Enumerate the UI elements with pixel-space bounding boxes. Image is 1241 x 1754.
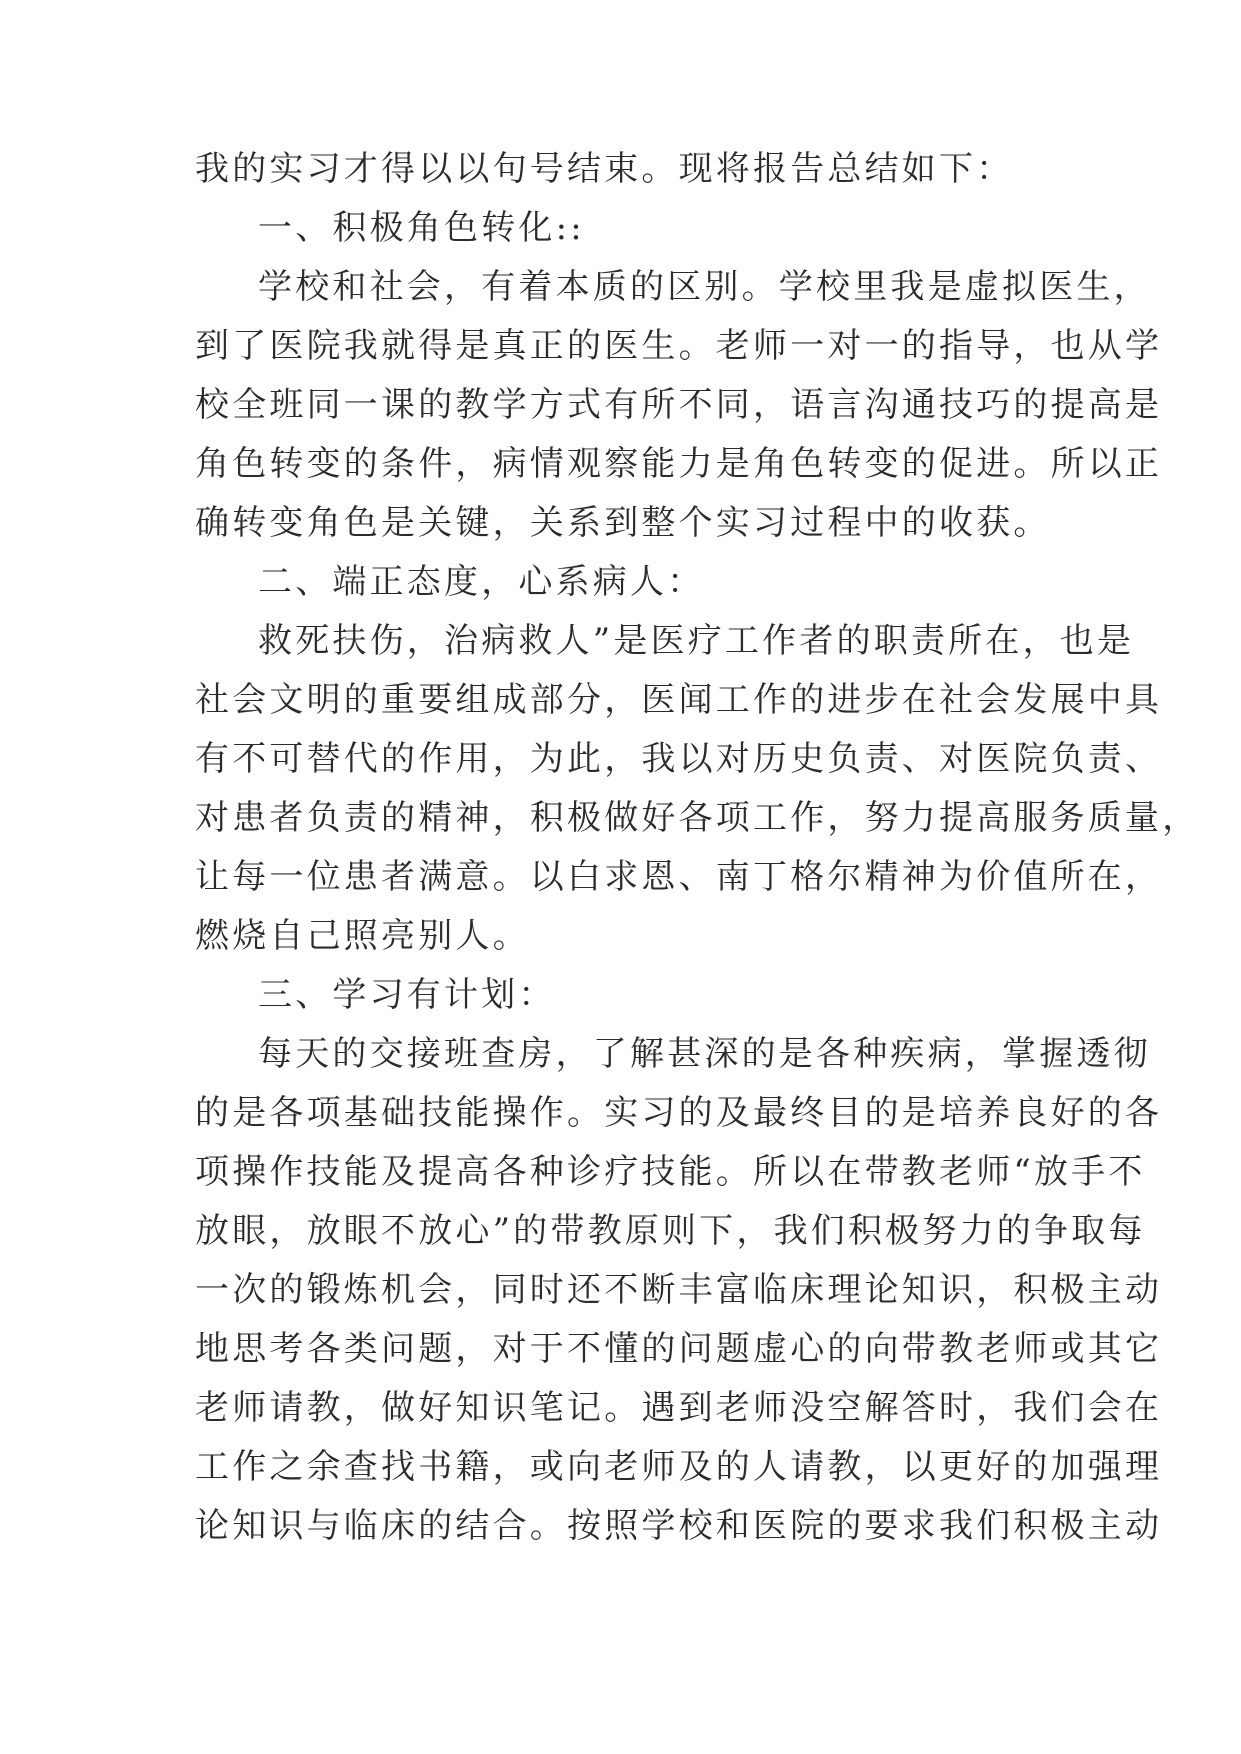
text-line: 地思考各类问题，对于不懂的问题虚心的向带教老师或其它 [195, 1329, 1163, 1369]
text-line: 的是各项基础技能操作。实习的及最终目的是培养良好的各 [195, 1093, 1163, 1133]
text-line: 我的实习才得以以句号结束。现将报告总结如下： [195, 149, 1014, 189]
text-line: 老师请教，做好知识笔记。遇到老师没空解答时，我们会在 [195, 1388, 1163, 1428]
text-line: 对患者负责的精神，积极做好各项工作，努力提高服务质量， [195, 798, 1200, 838]
text-line: 校全班同一课的教学方式有所不同，语言沟通技巧的提高是 [195, 385, 1163, 425]
text-line: 放眼，放眼不放心”的带教原则下，我们积极努力的争取每 [195, 1211, 1146, 1251]
section-heading-1: 一、积极角色转化:: [258, 208, 585, 248]
text-line: 到了医院我就得是真正的医生。老师一对一的指导，也从学 [195, 326, 1163, 366]
text-line: 角色转变的条件，病情观察能力是角色转变的促进。所以正 [195, 444, 1163, 484]
text-line: 工作之余查找书籍，或向老师及的人请教，以更好的加强理 [195, 1447, 1163, 1487]
text-line: 每天的交接班查房，了解甚深的是各种疾病，掌握透彻 [258, 1034, 1151, 1074]
text-line: 社会文明的重要组成部分，医闻工作的进步在社会发展中具 [195, 680, 1163, 720]
text-line: 让每一位患者满意。以白求恩、南丁格尔精神为价值所在， [195, 857, 1163, 897]
text-line: 论知识与临床的结合。按照学校和医院的要求我们积极主动 [195, 1506, 1163, 1546]
text-line: 项操作技能及提高各种诊疗技能。所以在带教老师“放手不 [195, 1152, 1146, 1192]
text-line: 有不可替代的作用，为此，我以对历史负责、对医院负责、 [195, 739, 1163, 779]
section-heading-3: 三、学习有计划： [258, 975, 556, 1015]
text-line: 燃烧自己照亮别人。 [195, 916, 530, 956]
text-line: 一次的锻炼机会，同时还不断丰富临床理论知识，积极主动 [195, 1270, 1163, 1310]
text-line: 确转变角色是关键，关系到整个实习过程中的收获。 [195, 503, 1051, 543]
text-line: 救死扶伤，治病救人”是医疗工作者的职责所在，也是 [258, 621, 1135, 661]
section-heading-2: 二、端正态度，心系病人： [258, 562, 705, 602]
text-line: 学校和社会，有着本质的区别。学校里我是虚拟医生， [258, 267, 1151, 307]
